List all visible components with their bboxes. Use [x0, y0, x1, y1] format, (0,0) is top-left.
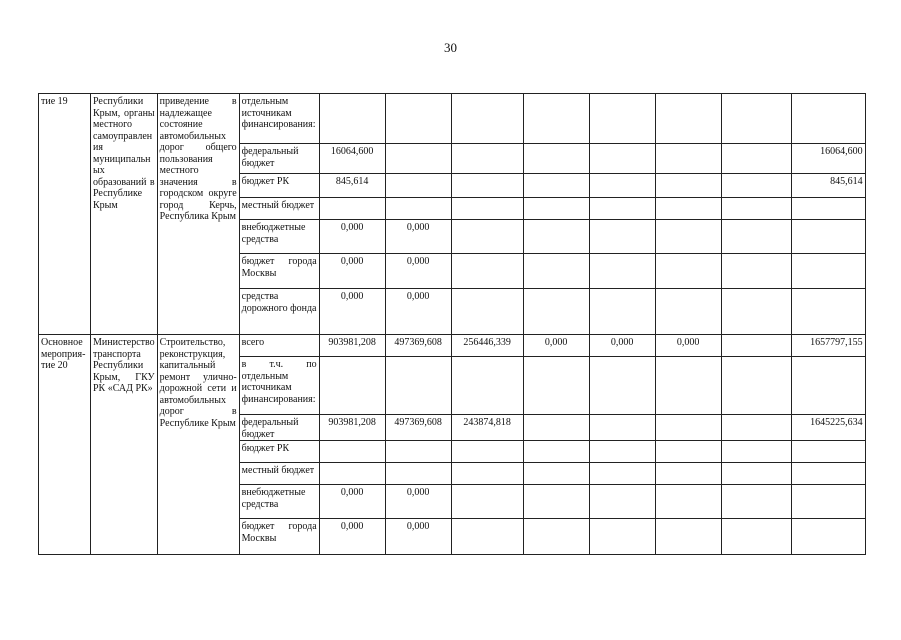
value-cell: [721, 463, 791, 485]
value-cell: 0,000: [589, 335, 655, 357]
value-cell: 0,000: [655, 335, 721, 357]
total-value-cell: 1657797,155: [791, 335, 865, 357]
value-cell: [655, 519, 721, 555]
table-row: [39, 94, 866, 144]
funding-source-cell: отдельным источникам финансирования:: [239, 94, 319, 144]
total-value-cell: [791, 94, 865, 144]
value-cell: [655, 220, 721, 254]
measure-cell: тие 19: [39, 94, 91, 335]
value-cell: [523, 463, 589, 485]
value-cell: [721, 220, 791, 254]
value-cell: [655, 485, 721, 519]
value-cell: [451, 463, 523, 485]
value-cell: [589, 94, 655, 144]
value-cell: [319, 94, 385, 144]
value-cell: 497369,608: [385, 335, 451, 357]
value-cell: 16064,600: [319, 144, 385, 174]
value-cell: [589, 485, 655, 519]
value-cell: [319, 441, 385, 463]
value-cell: [721, 254, 791, 289]
value-cell: [589, 519, 655, 555]
value-cell: [589, 144, 655, 174]
value-cell: 845,614: [319, 174, 385, 198]
value-cell: [451, 144, 523, 174]
value-cell: [523, 144, 589, 174]
value-cell: 0,000: [385, 289, 451, 335]
value-cell: [721, 335, 791, 357]
value-cell: [721, 415, 791, 441]
funding-source-cell: всего: [239, 335, 319, 357]
value-cell: [589, 441, 655, 463]
value-cell: [655, 441, 721, 463]
value-cell: 0,000: [319, 254, 385, 289]
funding-source-cell: местный бюджет: [239, 198, 319, 220]
executor-cell: Республики Крым, органы местного самоуправлен ия муниципальн ых образований в Республике Крым: [91, 94, 158, 335]
value-cell: [385, 174, 451, 198]
funding-source-cell: бюджет города Москвы: [239, 519, 319, 555]
value-cell: 0,000: [319, 220, 385, 254]
value-cell: [655, 289, 721, 335]
total-value-cell: [791, 254, 865, 289]
total-value-cell: [791, 485, 865, 519]
value-cell: [721, 94, 791, 144]
value-cell: [451, 519, 523, 555]
value-cell: [721, 519, 791, 555]
description-cell: приведение в надлежащее состояние автомобильных дорог общего пользования местного значения в городском округе город Керчь, Республика Крым: [157, 94, 239, 335]
value-cell: [655, 174, 721, 198]
value-cell: [721, 289, 791, 335]
value-cell: [451, 174, 523, 198]
value-cell: 497369,608: [385, 415, 451, 441]
value-cell: [721, 198, 791, 220]
funding-source-cell: бюджет города Москвы: [239, 254, 319, 289]
value-cell: [523, 485, 589, 519]
value-cell: [655, 415, 721, 441]
value-cell: [589, 220, 655, 254]
value-cell: [385, 144, 451, 174]
value-cell: [721, 485, 791, 519]
value-cell: [721, 357, 791, 415]
funding-source-cell: средства дорожного фонда: [239, 289, 319, 335]
total-value-cell: 845,614: [791, 174, 865, 198]
value-cell: 256446,339: [451, 335, 523, 357]
value-cell: [385, 357, 451, 415]
value-cell: [385, 94, 451, 144]
funding-source-cell: внебюджетные средства: [239, 220, 319, 254]
value-cell: 0,000: [385, 519, 451, 555]
page-number: 30: [444, 40, 457, 55]
total-value-cell: [791, 289, 865, 335]
value-cell: [523, 357, 589, 415]
funding-source-cell: бюджет РК: [239, 441, 319, 463]
value-cell: [319, 198, 385, 220]
value-cell: [451, 357, 523, 415]
value-cell: 243874,818: [451, 415, 523, 441]
value-cell: [451, 220, 523, 254]
value-cell: [523, 415, 589, 441]
value-cell: [319, 357, 385, 415]
funding-source-cell: в т.ч. по отдельным источникам финансирования:: [239, 357, 319, 415]
total-value-cell: [791, 519, 865, 555]
funding-source-cell: федеральный бюджет: [239, 144, 319, 174]
value-cell: [523, 289, 589, 335]
value-cell: [655, 144, 721, 174]
value-cell: [319, 463, 385, 485]
description-cell: Строительство, реконструкция, капитальный ремонт улично-дорожной сети и автомобильных дорог в Республике Крым: [157, 335, 239, 555]
total-value-cell: [791, 441, 865, 463]
value-cell: 903981,208: [319, 415, 385, 441]
financing-table: [38, 93, 866, 555]
total-value-cell: [791, 220, 865, 254]
value-cell: [655, 198, 721, 220]
value-cell: [451, 94, 523, 144]
funding-source-cell: местный бюджет: [239, 463, 319, 485]
value-cell: [523, 220, 589, 254]
value-cell: [451, 289, 523, 335]
value-cell: 0,000: [319, 289, 385, 335]
value-cell: [655, 463, 721, 485]
executor-cell: Министерство транспорта Республики Крым, ГКУ РК «САД РК»: [91, 335, 158, 555]
value-cell: [721, 144, 791, 174]
value-cell: [589, 254, 655, 289]
value-cell: [721, 174, 791, 198]
value-cell: [523, 519, 589, 555]
value-cell: 0,000: [319, 485, 385, 519]
value-cell: [721, 441, 791, 463]
total-value-cell: 1645225,634: [791, 415, 865, 441]
total-value-cell: [791, 357, 865, 415]
funding-source-cell: федеральный бюджет: [239, 415, 319, 441]
value-cell: [589, 415, 655, 441]
value-cell: [385, 463, 451, 485]
value-cell: [655, 254, 721, 289]
funding-source-cell: бюджет РК: [239, 174, 319, 198]
value-cell: [523, 94, 589, 144]
value-cell: 0,000: [523, 335, 589, 357]
measure-cell: Основное мероприя- тие 20: [39, 335, 91, 555]
value-cell: [451, 485, 523, 519]
value-cell: [451, 254, 523, 289]
value-cell: [385, 198, 451, 220]
value-cell: [523, 174, 589, 198]
value-cell: [589, 198, 655, 220]
funding-source-cell: внебюджетные средства: [239, 485, 319, 519]
value-cell: 0,000: [319, 519, 385, 555]
value-cell: [589, 357, 655, 415]
value-cell: 0,000: [385, 485, 451, 519]
total-value-cell: 16064,600: [791, 144, 865, 174]
total-value-cell: [791, 198, 865, 220]
value-cell: [451, 441, 523, 463]
value-cell: [451, 198, 523, 220]
value-cell: [589, 174, 655, 198]
value-cell: 0,000: [385, 254, 451, 289]
table-row: [39, 335, 866, 357]
value-cell: [523, 441, 589, 463]
value-cell: [523, 198, 589, 220]
value-cell: [589, 463, 655, 485]
total-value-cell: [791, 463, 865, 485]
value-cell: 903981,208: [319, 335, 385, 357]
value-cell: [589, 289, 655, 335]
value-cell: [655, 357, 721, 415]
value-cell: [523, 254, 589, 289]
value-cell: [385, 441, 451, 463]
value-cell: 0,000: [385, 220, 451, 254]
value-cell: [655, 94, 721, 144]
